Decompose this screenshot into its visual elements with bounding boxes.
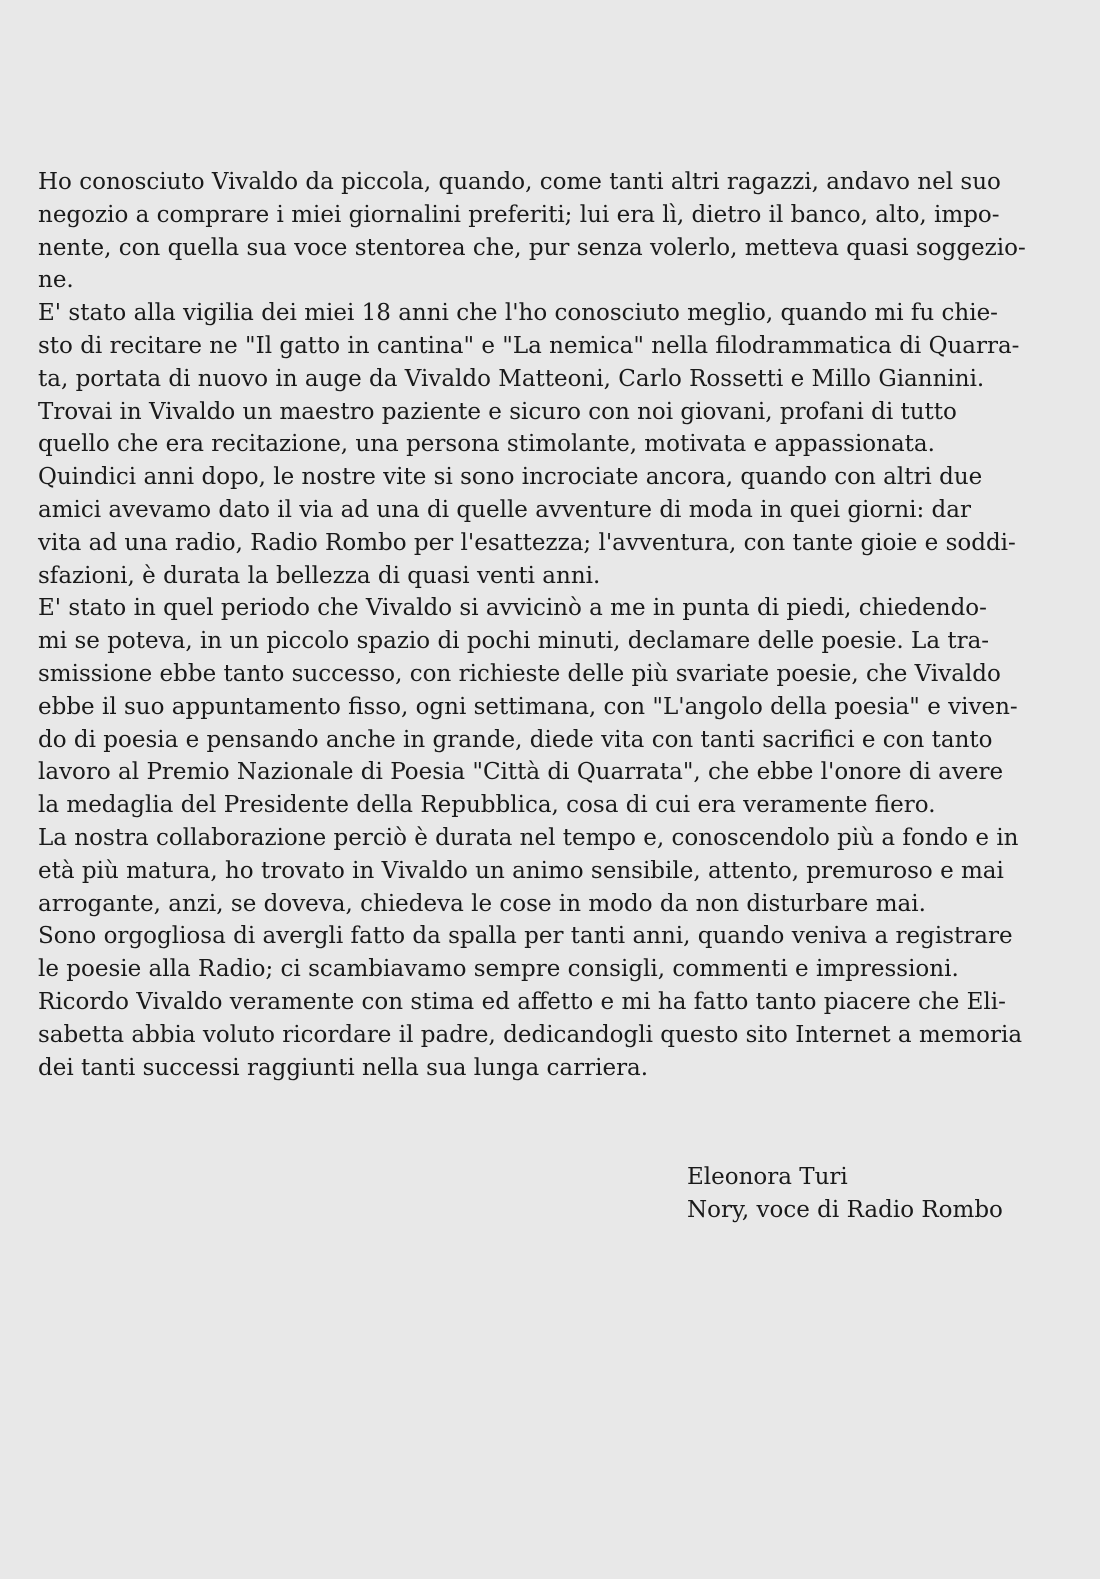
letter-line: sto di recitare ne "Il gatto in cantina" e "La nemica" nella filodrammatica di Quarra- — [38, 332, 1020, 359]
letter-line: ebbe il suo appuntamento fisso, ogni settimana, con "L'angolo della poesia" e viven- — [38, 693, 1018, 720]
letter-line: la medaglia del Presidente della Repubblica, cosa di cui era veramente fiero. — [38, 792, 936, 819]
letter-line: ne. — [38, 267, 74, 294]
letter-line: età più matura, ho trovato in Vivaldo un animo sensibile, attento, premuroso e mai — [38, 857, 1004, 884]
letter-line: sfazioni, è durata la bellezza di quasi venti anni. — [38, 562, 601, 589]
letter-line: le poesie alla Radio; ci scambiavamo sempre consigli, commenti e impressioni. — [38, 956, 959, 983]
letter-line: Ricordo Vivaldo veramente con stima ed affetto e mi ha fatto tanto piacere che Eli- — [38, 988, 1006, 1015]
letter-line: ta, portata di nuovo in auge da Vivaldo Matteoni, Carlo Rossetti e Millo Giannini. — [38, 365, 985, 392]
letter-line: mi se poteva, in un piccolo spazio di pochi minuti, declamare delle poesie. La tra- — [38, 628, 990, 655]
letter-line: vita ad una radio, Radio Rombo per l'esattezza; l'avventura, con tante gioie e soddi- — [38, 529, 1016, 556]
letter-body — [38, 166, 1062, 1084]
letter-line: E' stato in quel periodo che Vivaldo si avvicinò a me in punta di piedi, chiedendo- — [38, 595, 987, 622]
letter-line: negozio a comprare i miei giornalini preferiti; lui era lì, dietro il banco, alto, impo- — [38, 201, 1000, 228]
signature-role: Nory, voce di Radio Rombo — [687, 1196, 1003, 1223]
letter-line: smissione ebbe tanto successo, con richieste delle più svariate poesie, che Vivaldo — [38, 660, 1001, 687]
letter-line: Ho conosciuto Vivaldo da piccola, quando, come tanti altri ragazzi, andavo nel suo — [38, 169, 1001, 195]
signature-block — [687, 1161, 1067, 1227]
letter-line: La nostra collaborazione perciò è durata nel tempo e, conoscendolo più a fondo e in — [38, 824, 1019, 851]
letter-line: dei tanti successi raggiunti nella sua lunga carriera. — [38, 1054, 649, 1081]
letter-line: lavoro al Premio Nazionale di Poesia "Città di Quarrata", che ebbe l'onore di avere — [38, 759, 1004, 786]
letter-line: E' stato alla vigilia dei miei 18 anni che l'ho conosciuto meglio, quando mi fu chie- — [38, 300, 998, 327]
letter-line: Trovai in Vivaldo un maestro paziente e sicuro con noi giovani, profani di tutto — [38, 398, 957, 425]
letter-line: Quindici anni dopo, le nostre vite si sono incrociate ancora, quando con altri due — [38, 464, 983, 491]
letter-line: quello che era recitazione, una persona stimolante, motivata e appassionata. — [38, 431, 935, 458]
letter-line: nente, con quella sua voce stentorea che, pur senza volerlo, metteva quasi soggezio- — [38, 234, 1026, 261]
letter-line: arrogante, anzi, se doveva, chiedeva le cose in modo da non disturbare mai. — [38, 890, 926, 917]
letter-line: do di poesia e pensando anche in grande, diede vita con tanti sacrifici e con tanto — [38, 726, 993, 753]
letter-line: sabetta abbia voluto ricordare il padre, dedicandogli questo sito Internet a memoria — [38, 1021, 1023, 1048]
letter-line: Sono orgogliosa di avergli fatto da spalla per tanti anni, quando veniva a registrare — [38, 923, 1013, 950]
letter-line: amici avevamo dato il via ad una di quelle avventure di moda in quei giorni: dar — [38, 496, 971, 523]
signature-name: Eleonora Turi — [687, 1164, 848, 1190]
